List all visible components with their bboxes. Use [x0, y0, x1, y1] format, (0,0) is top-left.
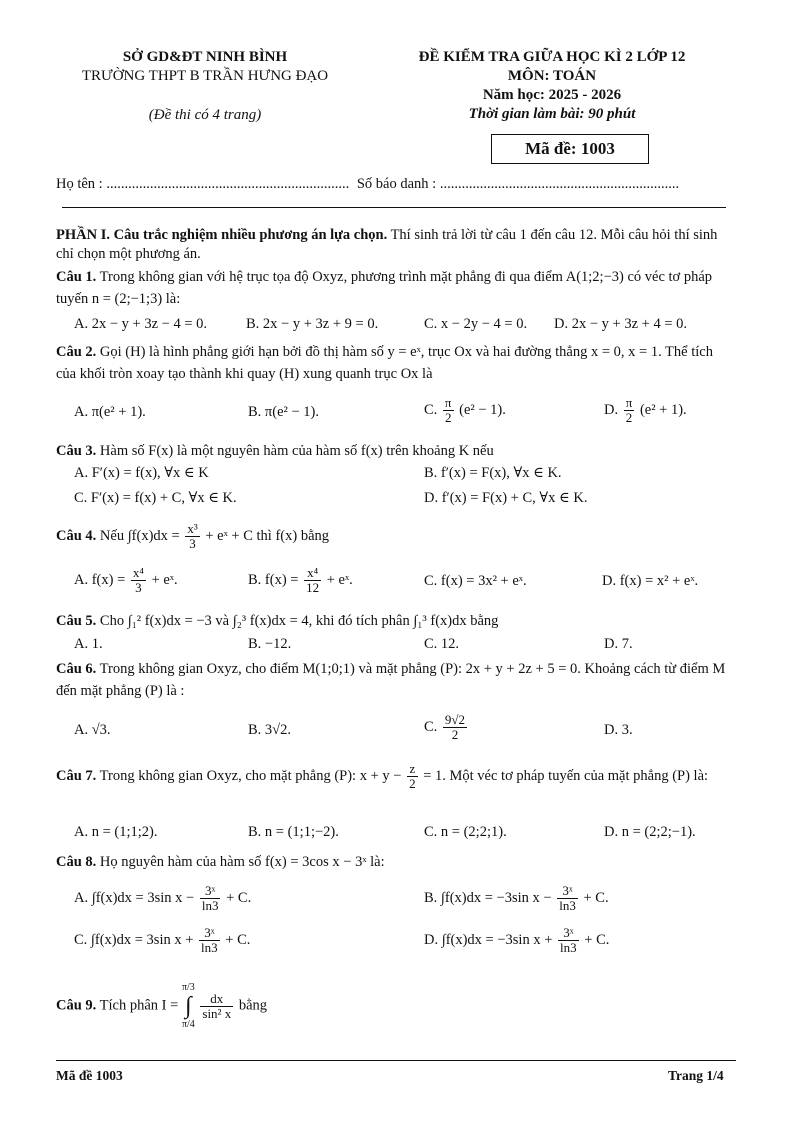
- q5-option-d[interactable]: D. 7.: [604, 636, 633, 652]
- q8-option-a[interactable]: [74, 884, 251, 913]
- q5-option-c[interactable]: C. 12.: [424, 636, 460, 652]
- q9-integral: [182, 982, 195, 1030]
- q4a-fraction: [131, 566, 146, 595]
- q8d-post: + C.: [584, 931, 610, 948]
- q9-frac-num: dx: [200, 992, 233, 1007]
- q1-text: Trong không gian với hệ trục tọa độ Oxyz, phương trình mặt phẳng đi qua điểm A(1;2;−3) có véc tơ pháp tuyến n = (2;−1;3) là:: [56, 269, 713, 307]
- q1-option-b[interactable]: B. 2x − y + 3z + 9 = 0.: [246, 316, 379, 332]
- q3-option-c[interactable]: C. F′(x) = f(x) + C, ∀x ∈ K.: [74, 490, 237, 506]
- q8a-den: ln3: [201, 898, 219, 913]
- sbd-dots: ..................................................................: [439, 176, 680, 192]
- q6c-den: 2: [451, 727, 459, 742]
- q8a-fraction: [200, 884, 221, 913]
- subject: MÔN: TOÁN: [507, 68, 597, 84]
- q8c-pre: C. ∫f(x)dx = 3sin x +: [74, 931, 194, 948]
- name-label: Họ tên :: [56, 176, 103, 192]
- exam-code-box: Mã đề: 1003: [491, 134, 649, 164]
- q2-text: Gọi (H) là hình phẳng giới hạn bởi đồ thị hàm số y = eˣ, trục Ox và hai đường thẳng x = 0, x = 1. Thể tích của khối tròn xoay tạo thành khi quay (H) xung quanh trục Ox là: [56, 344, 713, 382]
- name-dots: ...................................................................: [106, 176, 350, 192]
- q6c-letter: C.: [424, 718, 438, 735]
- q3-label: Câu 3.: [56, 443, 97, 459]
- q4b-den: 12: [306, 580, 320, 595]
- q1-option-c[interactable]: C. x − 2y − 4 = 0.: [424, 316, 528, 332]
- q5-option-a[interactable]: A. 1.: [74, 636, 103, 652]
- q4-text-pre: Nếu ∫f(x)dx =: [99, 527, 180, 544]
- q2d-den: 2: [625, 410, 633, 425]
- header-divider: [62, 207, 726, 208]
- q2-option-d-rest: (e² + 1).: [639, 401, 687, 418]
- q4-frac-num: x³: [187, 521, 198, 536]
- q6-option-b[interactable]: B. 3√2.: [248, 722, 292, 738]
- q8d-den: ln3: [560, 940, 577, 955]
- q3-option-d[interactable]: D. f′(x) = F(x) + C, ∀x ∈ K.: [424, 490, 588, 506]
- q9-label: Câu 9.: [56, 997, 97, 1014]
- q2c-num: π: [444, 395, 452, 410]
- q8-option-b[interactable]: [424, 884, 609, 913]
- q8-option-c[interactable]: [74, 926, 250, 955]
- q4b-post: + eˣ.: [326, 571, 353, 588]
- q2-option-c-letter: C.: [424, 401, 438, 418]
- q2-option-c-rest: (e² − 1).: [459, 401, 506, 418]
- q2-option-d-letter: D.: [604, 401, 619, 418]
- header-right: [372, 48, 732, 124]
- q8-option-d[interactable]: [424, 926, 609, 955]
- q7-option-c[interactable]: C. n = (2;2;1).: [424, 824, 507, 840]
- q2-option-a[interactable]: A. π(e² + 1).: [74, 404, 146, 420]
- q4a-den: 3: [135, 580, 142, 595]
- q8a-pre: A. ∫f(x)dx = 3sin x −: [74, 889, 195, 906]
- q8c-fraction: [199, 926, 220, 955]
- q4-option-d[interactable]: D. f(x) = x² + eˣ.: [602, 573, 699, 589]
- pages-note: (Đề thi có 4 trang): [148, 107, 262, 123]
- q4a-pre: A. f(x) =: [74, 571, 126, 588]
- q4-option-a[interactable]: [74, 566, 178, 595]
- q2-option-b[interactable]: B. π(e² − 1).: [248, 404, 319, 420]
- q9-upper-limit: π/3: [181, 982, 195, 993]
- exam-title: ĐỀ KIỂM TRA GIỮA HỌC KÌ 2 LỚP 12: [418, 49, 686, 65]
- q8d-num: 3ˣ: [558, 926, 579, 941]
- q8b-pre: B. ∫f(x)dx = −3sin x −: [424, 889, 552, 906]
- footer-divider: [56, 1060, 736, 1061]
- department-name: SỞ GD&ĐT NINH BÌNH: [122, 49, 288, 65]
- q4-option-b[interactable]: [248, 566, 353, 595]
- q8-text: Họ nguyên hàm của hàm số f(x) = 3cos x − 3ˣ là:: [99, 854, 385, 870]
- q6-text: Trong không gian Oxyz, cho điểm M(1;0;1) và mặt phẳng (P): 2x + y + 2z + 5 = 0. Khoảng cách từ điểm M đến mặt phẳng (P) là :: [56, 661, 726, 699]
- q6-option-c[interactable]: [424, 713, 469, 742]
- footer-code: Mã đề 1003: [56, 1068, 123, 1083]
- q4b-pre: B. f(x) =: [248, 571, 299, 588]
- q2c-den: 2: [444, 410, 452, 425]
- footer-page: Trang 1/4: [668, 1068, 724, 1083]
- q3-option-b[interactable]: B. f′(x) = F(x), ∀x ∈ K.: [424, 465, 562, 481]
- q2d-num: π: [625, 395, 633, 410]
- q6-option-d[interactable]: D. 3.: [604, 722, 633, 738]
- q1-option-a[interactable]: A. 2x − y + 3z − 4 = 0.: [74, 316, 207, 332]
- duration: Thời gian làm bài: 90 phút: [468, 106, 636, 122]
- q9-lower-limit: π/4: [181, 1019, 195, 1030]
- school-name: TRƯỜNG THPT B TRẦN HƯNG ĐẠO: [81, 68, 329, 84]
- part1-title: PHẦN I. Câu trắc nghiệm nhiều phương án lựa chọn.: [56, 227, 388, 243]
- q4-frac-den: 3: [189, 536, 196, 551]
- question-7: [56, 762, 736, 791]
- q9-integral-sign: ∫: [185, 993, 192, 1019]
- header-left: [50, 48, 360, 125]
- question-6: [56, 658, 736, 702]
- q7-frac-num: z: [407, 762, 418, 777]
- q8-label: Câu 8.: [56, 854, 97, 870]
- q7-label: Câu 7.: [56, 767, 97, 784]
- q1-option-d[interactable]: D. 2x − y + 3z + 4 = 0.: [554, 316, 687, 332]
- q4b-num: x⁴: [304, 566, 321, 581]
- q5-label: Câu 5.: [56, 613, 97, 629]
- q6c-num: 9√2: [444, 712, 466, 727]
- candidate-info-line: [56, 176, 679, 193]
- q8b-post: + C.: [583, 889, 609, 906]
- question-4: [56, 522, 736, 551]
- question-8: [56, 851, 736, 873]
- q7-option-a[interactable]: A. n = (1;1;2).: [74, 824, 158, 840]
- school-year: Năm học: 2025 - 2026: [482, 87, 622, 103]
- q4-option-c[interactable]: C. f(x) = 3x² + eˣ.: [424, 573, 527, 589]
- q2-option-d[interactable]: [604, 396, 687, 425]
- question-1: [56, 266, 736, 310]
- q9-text-post: bằng: [238, 997, 268, 1014]
- q8c-num: 3ˣ: [199, 926, 220, 941]
- q8c-den: ln3: [201, 940, 218, 955]
- q8a-num: 3ˣ: [200, 884, 221, 899]
- q6-label: Câu 6.: [56, 661, 97, 677]
- q9-text-pre: Tích phân I =: [99, 997, 179, 1014]
- q4-fraction: [185, 522, 199, 551]
- q4a-num: x⁴: [132, 565, 144, 580]
- q8a-post: + C.: [226, 889, 252, 906]
- q2-label: Câu 2.: [56, 344, 97, 360]
- q4b-fraction: [304, 566, 321, 595]
- q8d-fraction: [558, 926, 579, 955]
- q7-frac-den: 2: [409, 776, 416, 791]
- q6-option-a[interactable]: A. √3.: [74, 722, 111, 738]
- q9-fraction: [200, 992, 233, 1021]
- q2-option-d-fraction: [624, 396, 635, 425]
- q8d-pre: D. ∫f(x)dx = −3sin x +: [424, 931, 553, 948]
- part1-heading: [56, 226, 736, 264]
- q7-text-post: = 1. Một véc tơ pháp tuyến của mặt phẳng (P) là:: [423, 767, 709, 784]
- q7-text-pre: Trong không gian Oxyz, cho mặt phẳng (P): x + y −: [99, 767, 402, 784]
- q3-option-a[interactable]: A. F′(x) = f(x), ∀x ∈ K: [74, 465, 209, 481]
- q2-option-c-fraction: [443, 396, 454, 425]
- q8b-fraction: [557, 884, 578, 913]
- q4a-post: + eˣ.: [151, 571, 178, 588]
- q8b-num: 3ˣ: [557, 884, 578, 899]
- q4-label: Câu 4.: [56, 527, 97, 544]
- q1-label: Câu 1.: [56, 269, 97, 285]
- question-5: [56, 610, 736, 632]
- q7-option-b[interactable]: B. n = (1;1;−2).: [248, 824, 339, 840]
- part1-instructions: Thí sinh trả lời từ câu 1 đến câu 12. Mỗi câu hỏi thí sinh chỉ chọn một phương án.: [56, 227, 718, 262]
- q3-text: Hàm số F(x) là một nguyên hàm của hàm số f(x) trên khoảng K nếu: [99, 443, 494, 459]
- q8c-post: + C.: [225, 931, 251, 948]
- q5-option-b[interactable]: B. −12.: [248, 636, 292, 652]
- q6c-fraction: [443, 713, 467, 742]
- question-3: [56, 440, 736, 462]
- question-2: [56, 341, 736, 385]
- q7-fraction: [407, 762, 418, 791]
- question-9: [56, 982, 736, 1030]
- q9-frac-den: sin² x: [202, 1005, 232, 1021]
- q7-option-d[interactable]: D. n = (2;2;−1).: [604, 824, 696, 840]
- q8b-den: ln3: [559, 898, 576, 913]
- sbd-label: Số báo danh :: [356, 176, 437, 192]
- q5-text: Cho ∫₁² f(x)dx = −3 và ∫₂³ f(x)dx = 4, khi đó tích phân ∫₁³ f(x)dx bằng: [99, 613, 499, 629]
- q2-option-c[interactable]: [424, 396, 506, 425]
- q4-text-post: + eˣ + C thì f(x) bằng: [205, 527, 330, 544]
